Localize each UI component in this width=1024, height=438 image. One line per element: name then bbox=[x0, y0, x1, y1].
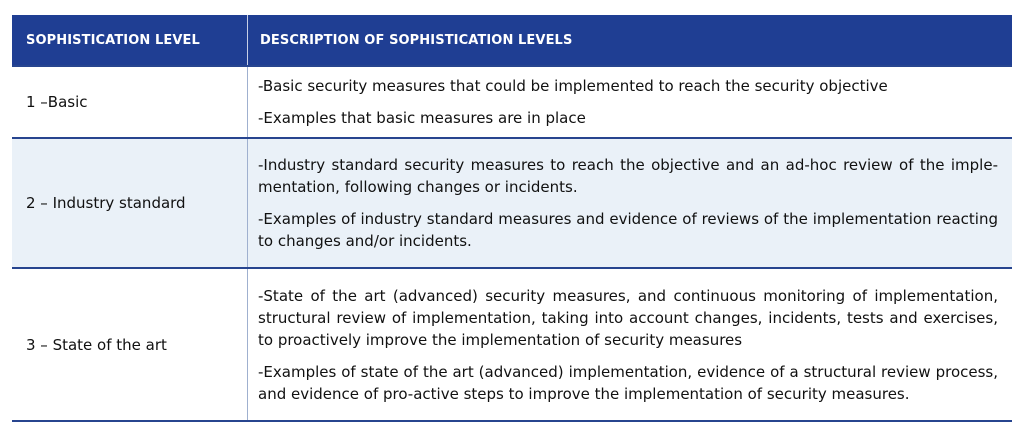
level-label: 1 –Basic bbox=[26, 93, 88, 111]
description-item: -Examples of industry standard measures and evidence of reviews of the implementation reacting to changes and/or incidents. bbox=[258, 210, 998, 250]
header-sophistication-level: SOPHISTICATION LEVEL bbox=[26, 32, 200, 48]
level-description bbox=[247, 67, 1012, 137]
table-row bbox=[12, 267, 1012, 422]
level-label: 3 – State of the art bbox=[26, 335, 167, 354]
description-item: -Basic security measures that could be implemented to reach the security objective bbox=[258, 77, 888, 95]
sophistication-levels-table bbox=[12, 15, 1012, 422]
table-row bbox=[12, 137, 1012, 267]
table-header bbox=[12, 15, 1012, 65]
description-item: -State of the art (advanced) security measures, and continuous monitoring of implementation, structural review of implementation, taking into account changes, incidents, tests and exercises, to proactively improve the implementation of security measures bbox=[258, 286, 998, 349]
level-description bbox=[247, 269, 1012, 420]
level-label: 2 – Industry standard bbox=[26, 194, 186, 212]
description-item: -Industry standard security measures to reach the objective and an ad-hoc review of the implementation, following changes or incidents. bbox=[258, 156, 998, 196]
level-description bbox=[247, 139, 1012, 267]
header-description: DESCRIPTION OF SOPHISTICATION LEVELS bbox=[247, 15, 1012, 65]
table-row bbox=[12, 65, 1012, 137]
description-item: -Examples that basic measures are in place bbox=[258, 109, 586, 127]
description-item: -Examples of state of the art (advanced) implementation, evidence of a structural review process, and evidence of pro-active steps to improve the implementation of security measures. bbox=[258, 362, 998, 403]
